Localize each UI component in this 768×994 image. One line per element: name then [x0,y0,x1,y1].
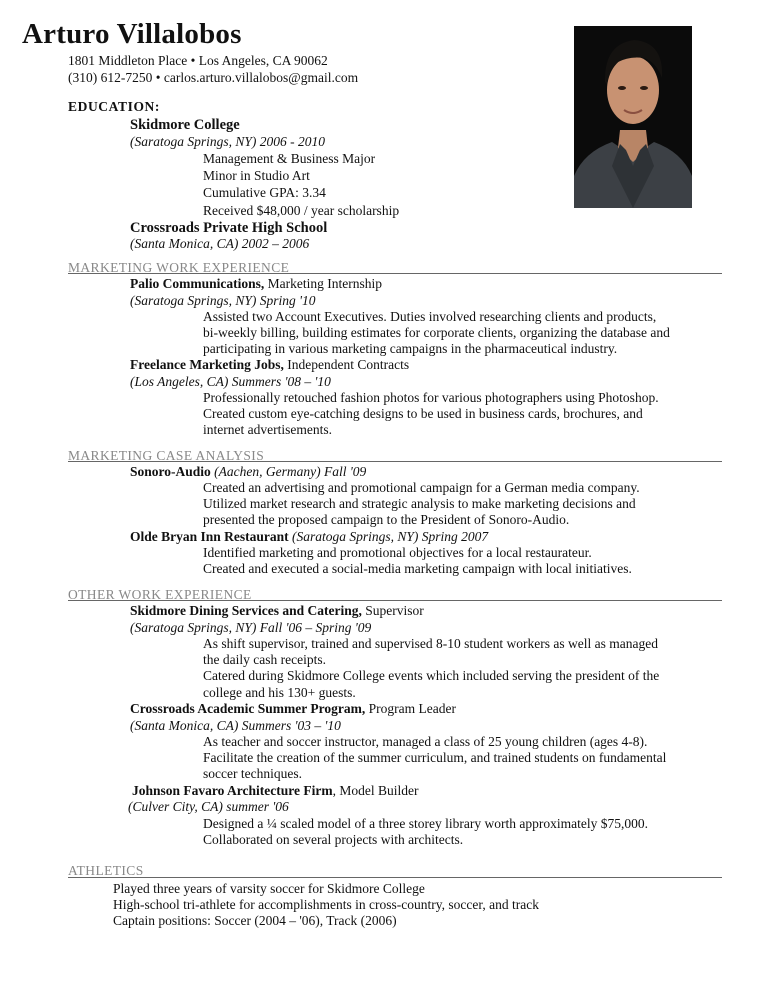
job-title [132,783,418,799]
job-line: Created custom eye-catching designs to be used in business cards, brochures, and [203,406,643,421]
job-role: , Model Builder [332,783,419,798]
job-location-dates: (Saratoga Springs, NY) Spring '10 [130,293,316,308]
section-rule [68,273,722,274]
contact-address: 1801 Middleton Place • Los Angeles, CA 90062 [68,53,328,68]
job-line: Assisted two Account Executives. Duties involved researching clients and products, [203,309,657,324]
school-detail: Minor in Studio Art [203,168,310,183]
job-location-dates: (Los Angeles, CA) Summers '08 – '10 [130,374,331,389]
job-line: As teacher and soccer instructor, managed a class of 25 young children (ages 4-8). [203,734,648,749]
contact-phone-email: (310) 612-7250 • carlos.arturo.villalobos@gmail.com [68,70,359,85]
school-detail: Cumulative GPA: 3.34 [203,185,326,200]
school-name: Skidmore College [130,117,240,133]
school-location-dates: (Saratoga Springs, NY) 2006 - 2010 [130,134,326,149]
case-title [130,464,366,480]
job-org: Crossroads Academic Summer Program, [130,701,366,716]
job-org: Palio Communications, [130,276,265,291]
section-heading-case-analysis: MARKETING CASE ANALYSIS [68,448,265,463]
case-line: Created an advertising and promotional campaign for a German media company. [203,480,640,495]
school-detail: Management & Business Major [203,151,376,166]
athletics-line: Played three years of varsity soccer for Skidmore College [113,881,425,896]
resume-name: Arturo Villalobos [22,18,242,50]
job-line: Facilitate the creation of the summer curriculum, and trained students on fundamental [203,750,667,765]
job-line: soccer techniques. [203,766,302,781]
case-location-dates: (Saratoga Springs, NY) Spring 2007 [288,529,489,544]
job-title [130,276,382,292]
school-name: Crossroads Private High School [130,220,328,236]
job-line: As shift supervisor, trained and supervised 8-10 student workers as well as managed [203,636,658,651]
education-heading: EDUCATION: [68,99,161,114]
job-line: the daily cash receipts. [203,652,326,667]
case-org: Olde Bryan Inn Restaurant [130,529,289,544]
job-line: Professionally retouched fashion photos for various photographers using Photoshop. [203,390,659,405]
case-line: Identified marketing and promotional objectives for a local restaurateur. [203,545,592,560]
case-line: Created and executed a social-media marketing campaign with local initiatives. [203,561,632,576]
job-org: Johnson Favaro Architecture Firm [132,783,333,798]
case-org: Sonoro-Audio [130,464,211,479]
section-rule [68,461,722,462]
job-title [130,357,409,373]
job-title [130,603,424,619]
athletics-line: Captain positions: Soccer (2004 – '06), Track (2006) [113,913,397,928]
job-line: Designed a ¼ scaled model of a three storey library worth approximately $75,000. [203,816,648,831]
athletics-line: High-school tri-athlete for accomplishments in cross-country, soccer, and track [113,897,539,912]
job-org: Freelance Marketing Jobs, [130,357,284,372]
section-heading-marketing-work: MARKETING WORK EXPERIENCE [68,260,290,275]
job-line: college and his 130+ guests. [203,685,356,700]
job-role: Independent Contracts [283,357,410,372]
section-rule [68,600,722,601]
case-title [130,529,488,545]
job-location-dates: (Santa Monica, CA) Summers '03 – '10 [130,718,341,733]
job-role: Program Leader [365,701,456,716]
school-location-dates: (Santa Monica, CA) 2002 – 2006 [130,236,310,251]
job-line: Collaborated on several projects with architects. [203,832,464,847]
case-line: presented the proposed campaign to the President of Sonoro-Audio. [203,512,570,527]
case-location-dates: (Aachen, Germany) Fall '09 [210,464,367,479]
school-detail: Received $48,000 / year scholarship [203,203,400,218]
case-line: Utilized market research and strategic analysis to make marketing decisions and [203,496,636,511]
job-location-dates: (Saratoga Springs, NY) Fall '06 – Spring '09 [130,620,372,635]
job-line: Catered during Skidmore College events which included serving the president of the [203,668,660,683]
job-title [130,701,456,717]
job-line: internet advertisements. [203,422,332,437]
section-heading-other-work: OTHER WORK EXPERIENCE [68,587,252,602]
section-rule [68,877,722,878]
job-line: participating in various marketing campaigns in the pharmaceutical industry. [203,341,618,356]
section-heading-athletics: ATHLETICS [68,863,144,878]
job-role: Marketing Internship [264,276,382,291]
profile-photo [574,26,692,208]
job-line: bi-weekly billing, building estimates for corporate clients, organizing the database and [203,325,670,340]
job-role: Supervisor [361,603,424,618]
job-location-dates: (Culver City, CA) summer '06 [128,799,289,814]
job-org: Skidmore Dining Services and Catering, [130,603,362,618]
